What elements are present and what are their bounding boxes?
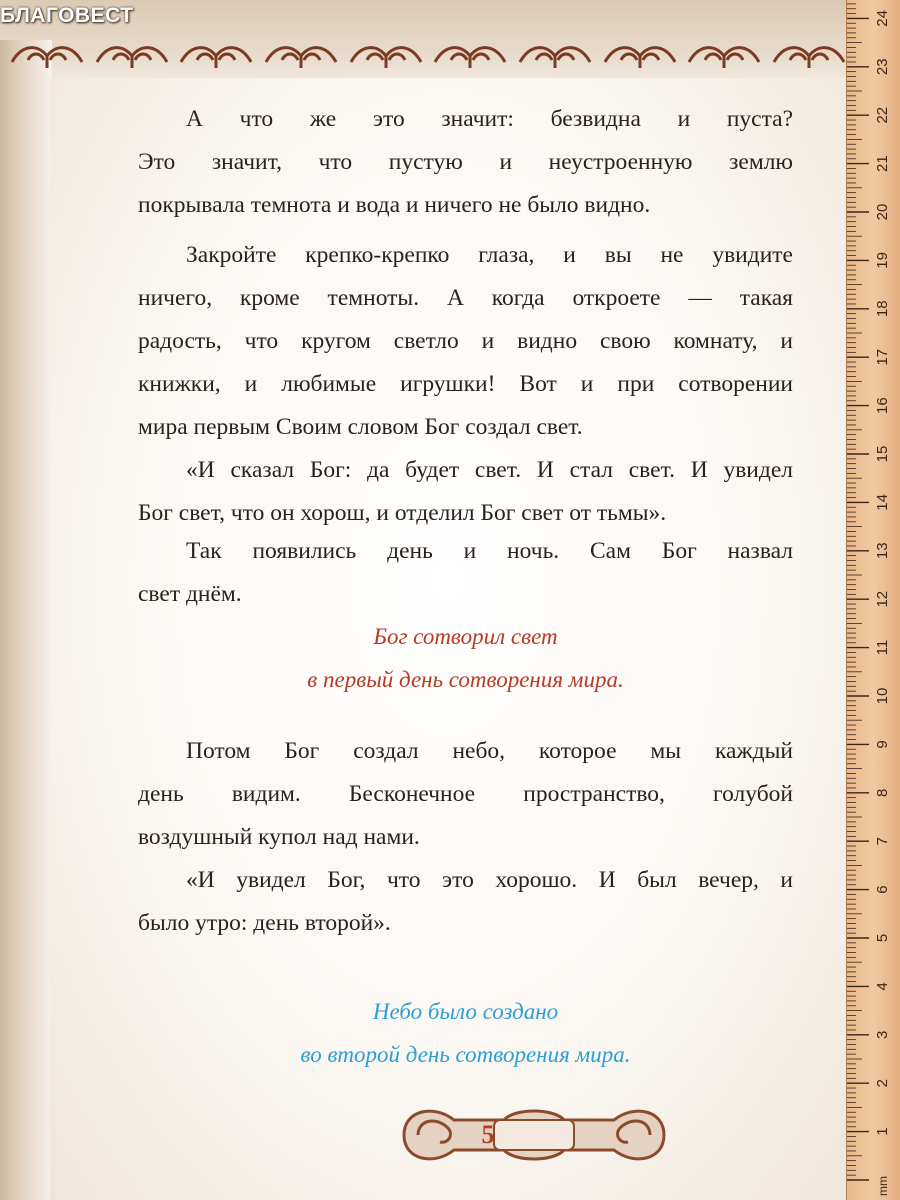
text-line: свет днём. (138, 581, 242, 607)
ornament-icon (93, 40, 171, 72)
ruler-label: 3 (874, 1030, 891, 1039)
ruler-label: 16 (874, 397, 891, 414)
ruler-label: 13 (874, 542, 891, 560)
text-line: Бог свет, что он хорош, и отделил Бог свет от тьмы». (138, 500, 667, 526)
ruler-label: 18 (874, 300, 891, 318)
ruler-label: 5 (874, 933, 891, 943)
ruler-label: 14 (874, 494, 891, 511)
ruler-label: 15 (874, 445, 891, 463)
ornament-icon (8, 40, 86, 72)
ruler-label: 21 (874, 155, 891, 172)
highlight-line: Бог сотворил свет (373, 624, 558, 649)
text-line: книжки, и любимые игрушки! Вот и при сотворении (138, 371, 793, 397)
ruler-label: 17 (874, 348, 891, 366)
text-line: Потом Бог создал небо, которое мы каждый (186, 738, 793, 764)
text-line: ничего, кроме темноты. А когда откроете — такая (138, 285, 793, 311)
book-spine (0, 40, 52, 1200)
text-line: было утро: день второй». (138, 910, 391, 936)
ruler-label: 7 (874, 837, 891, 846)
ornament-icon (262, 40, 340, 72)
ornament-icon (347, 40, 425, 72)
ornament-icon (516, 40, 594, 72)
ornament-icon (770, 40, 848, 72)
text-line: покрывала темнота и вода и ничего не было видно. (138, 192, 651, 218)
text-line: Закройте крепко-крепко глаза, и вы не увидите (186, 242, 793, 268)
ruler-label: 1 (874, 1127, 891, 1136)
text-line: «И увидел Бог, что это хорошо. И был вечер, и (186, 867, 793, 893)
highlight-line: в первый день сотворения мира. (307, 667, 624, 692)
text-line: А что же это значит: безвидна и пуста? (186, 106, 793, 132)
ruler-label: 9 (874, 740, 891, 749)
text-line: воздушный купол над нами. (138, 824, 420, 850)
ruler-label: 6 (874, 885, 891, 894)
ruler-label: 23 (874, 58, 891, 76)
ruler-scale (847, 0, 900, 1200)
ruler-label: 10 (874, 687, 891, 705)
ruler-label: 22 (874, 106, 891, 124)
measuring-ruler (846, 0, 900, 1200)
header-ornament-row (8, 36, 848, 76)
ruler-label: 4 (874, 982, 891, 991)
ruler-label: 12 (874, 590, 891, 608)
highlight-line: во второй день сотворения мира. (300, 1042, 631, 1067)
text-line: Так появились день и ночь. Сам Бог назвал (186, 538, 793, 564)
ruler-label: 20 (874, 203, 891, 221)
ruler-label: 24 (874, 10, 891, 27)
ruler-label: 11 (874, 639, 891, 656)
text-line: мира первым Своим словом Бог создал свет. (138, 414, 583, 440)
ruler-label: 8 (874, 788, 891, 797)
ornament-icon (601, 40, 679, 72)
page-number-ornament (384, 1090, 684, 1180)
ruler-label: 2 (874, 1079, 891, 1088)
ruler-label: 19 (874, 252, 891, 269)
ornament-icon (431, 40, 509, 72)
watermark: БЛАГОВЕСТ (0, 4, 134, 27)
ruler-unit-label: mm (876, 1176, 890, 1196)
ornament-icon (685, 40, 763, 72)
text-line: «И сказал Бог: да будет свет. И стал свет. И увидел (186, 457, 793, 483)
text-line: день видим. Бесконечное пространство, голубой (138, 781, 793, 807)
text-line: Это значит, что пустую и неустроенную землю (138, 149, 793, 175)
ornament-icon (177, 40, 255, 72)
page-number: 5 (481, 1120, 495, 1149)
highlight-line: Небо было создано (372, 999, 559, 1024)
text-line: радость, что кругом светло и видно свою комнату, и (138, 328, 793, 354)
